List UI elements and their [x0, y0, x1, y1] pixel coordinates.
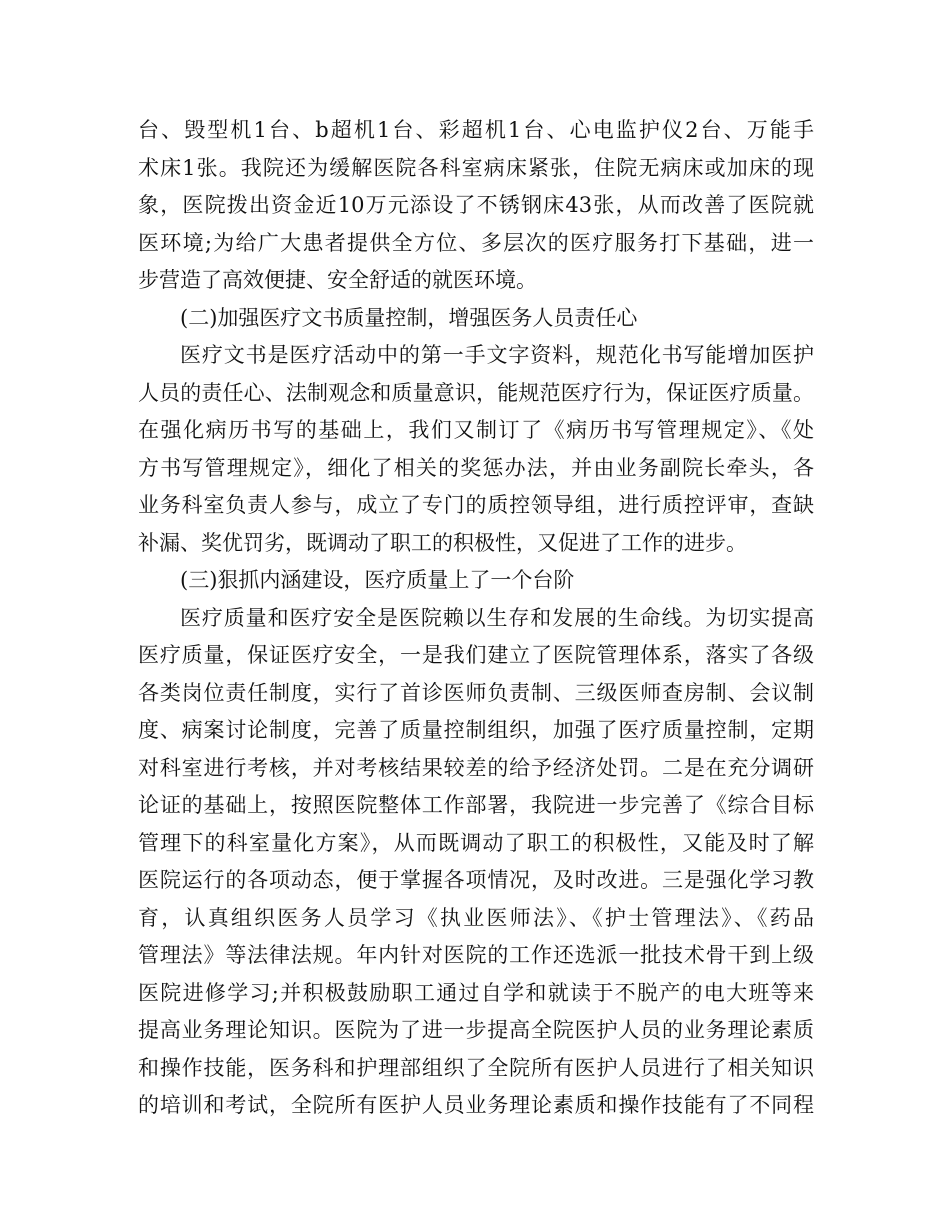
text-line: 和操作技能，医务科和护理部组织了全院所有医护人员进行了相关知识	[138, 1055, 814, 1080]
text-line: 管理下的科室量化方案》，从而既调动了职工的积极性，又能及时了解	[138, 830, 814, 855]
heading-text: (三)狠抓内涵建设，医疗质量上了一个台阶	[180, 568, 575, 592]
text-line: 医疗质量和医疗安全是医院赖以生存和发展的生命线。为切实提高	[180, 605, 814, 630]
document-body	[138, 112, 814, 1125]
text-line: 人员的责任心、法制观念和质量意识，能规范医疗行为，保证医疗质量。	[138, 380, 814, 405]
text-line: 术床1张。我院还为缓解医院各科室病床紧张，住院无病床或加床的现	[138, 155, 814, 180]
paragraph-equipment-continued	[138, 112, 814, 300]
section-heading-2	[138, 300, 814, 338]
text-line: 各类岗位责任制度，实行了首诊医师负责制、三级医师查房制、会议制	[138, 680, 814, 705]
text-line: 度、病案讨论制度，完善了质量控制组织，加强了医疗质量控制，定期	[138, 718, 814, 742]
text-line: 管理法》等法律法规。年内针对医院的工作还选派一批技术骨干到上级	[138, 943, 814, 967]
text-line: 育，认真组织医务人员学习《执业医师法》、《护士管理法》、《药品	[138, 905, 814, 930]
text-line: 业务科室负责人参与，成立了专门的质控领导组，进行质控评审，查缺	[138, 493, 814, 517]
text-line: 补漏、奖优罚劣，既调动了职工的积极性，又促进了工作的进步。	[138, 530, 747, 555]
paragraph-medical-documents	[138, 337, 814, 562]
text-line: 提高业务理论知识。医院为了进一步提高全院医护人员的业务理论素质	[138, 1018, 814, 1042]
section-heading-3	[138, 562, 814, 600]
paragraph-medical-quality	[138, 600, 814, 1125]
text-line: 对科室进行考核，并对考核结果较差的给予经济处罚。二是在充分调研	[138, 755, 814, 780]
text-line: 台、毁型机1台、b超机1台、彩超机1台、心电监护仪2台、万能手	[138, 118, 814, 142]
text-line: 医院进修学习;并积极鼓励职工通过自学和就读于不脱产的电大班等来	[138, 980, 814, 1005]
heading-text: (二)加强医疗文书质量控制，增强医务人员责任心	[180, 305, 638, 330]
text-line: 在强化病历书写的基础上，我们又制订了《病历书写管理规定》、《处	[138, 418, 814, 442]
text-line: 方书写管理规定》，细化了相关的奖惩办法，并由业务副院长牵头，各	[138, 455, 814, 480]
text-line: 的培训和考试，全院所有医护人员业务理论素质和操作技能有了不同程	[138, 1093, 814, 1117]
text-line: 医环境;为给广大患者提供全方位、多层次的医疗服务打下基础，进一	[138, 230, 814, 255]
text-line: 论证的基础上，按照医院整体工作部署，我院进一步完善了《综合目标	[138, 793, 814, 817]
text-line: 医疗质量，保证医疗安全，一是我们建立了医院管理体系，落实了各级	[138, 643, 814, 667]
text-line: 步营造了高效便捷、安全舒适的就医环境。	[138, 268, 537, 292]
text-line: 象，医院拨出资金近10万元添设了不锈钢床43张，从而改善了医院就	[138, 193, 814, 217]
text-line: 医疗文书是医疗活动中的第一手文字资料，规范化书写能增加医护	[180, 343, 814, 367]
text-line: 医院运行的各项动态，便于掌握各项情况，及时改进。三是强化学习教	[138, 868, 814, 892]
